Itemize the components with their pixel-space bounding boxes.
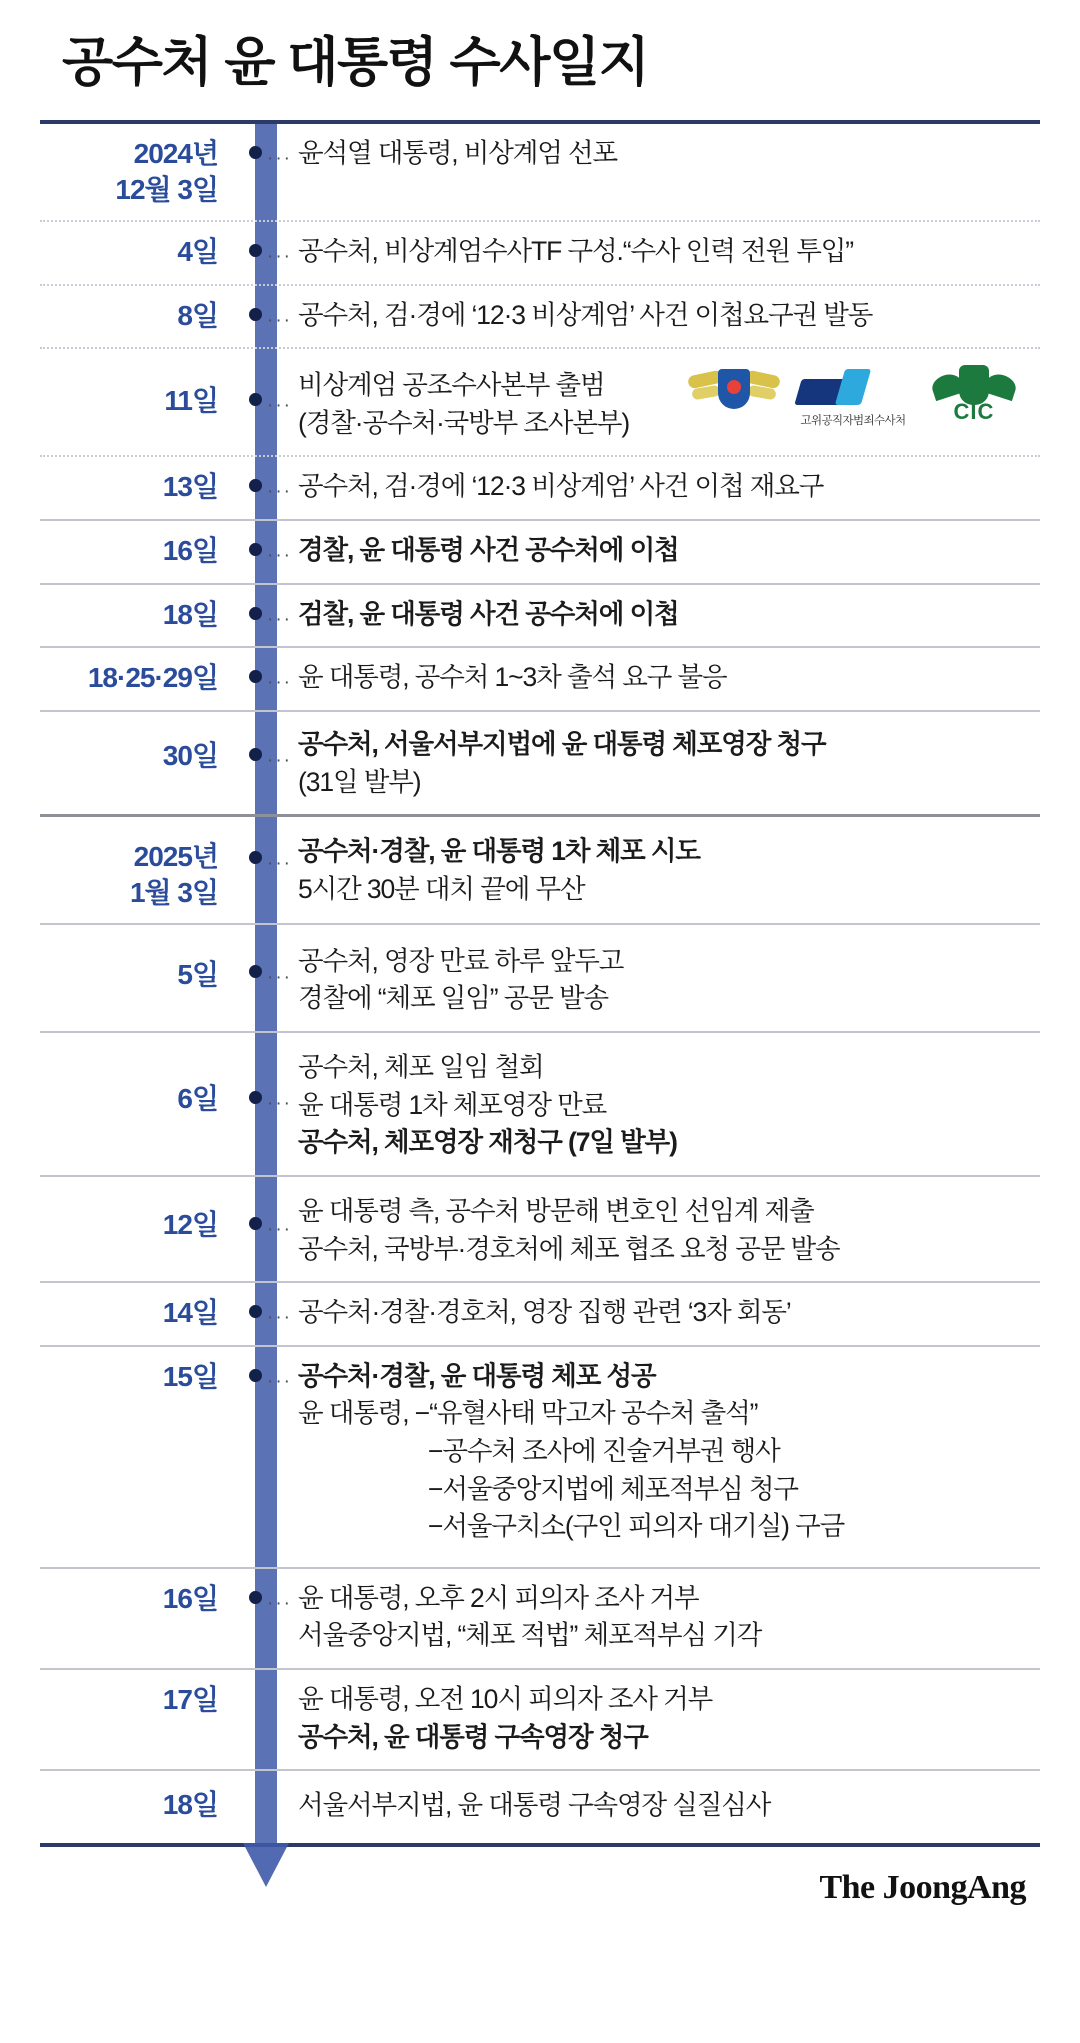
timeline-leader-dots: ··· [267,608,292,630]
timeline-date [40,648,236,710]
timeline-date [40,1283,236,1345]
timeline-line: −서울구치소(구인 피의자 대기실) 구금 [428,1511,845,1542]
timeline-row [40,284,1040,348]
timeline-date [40,222,236,284]
police-emblem-icon [688,363,780,429]
timeline-day: 4일 [177,235,218,267]
timeline-row [40,1175,1040,1281]
timeline-row [40,347,1040,455]
timeline-row [40,646,1040,710]
timeline-row [40,1769,1040,1843]
timeline-line: 비상계엄 공조수사본부 출범 [298,370,605,401]
timeline-line: 윤 대통령, 공수처 1~3차 출석 요구 불응 [298,662,727,693]
timeline-marker [236,1569,298,1668]
timeline-leader-dots: ··· [267,148,292,170]
timeline-row [40,1281,1040,1345]
timeline-line: 윤 대통령 측, 공수처 방문해 변호인 선임계 제출 [298,1195,814,1226]
timeline-row [40,583,1040,647]
cic-label: CIC [953,398,995,424]
timeline-day: 17일 [162,1684,218,1716]
timeline-day: 30일 [162,739,218,771]
timeline-marker [236,222,298,284]
timeline-day: 12월 3일 [115,174,218,206]
agency-logos [688,363,1022,429]
timeline-line: −서울중앙지법에 체포적부심 청구 [428,1473,798,1504]
cic-emblem-icon [926,363,1022,429]
timeline-marker [236,286,298,348]
timeline-dot-icon [249,479,262,492]
timeline-content [298,1283,1040,1345]
timeline-line: (경찰·공수처·국방부 조사본부) [298,407,630,438]
timeline-leader-dots: ··· [267,1218,292,1240]
timeline-day: 18일 [162,598,218,630]
timeline-line: 5시간 30분 대치 끝에 무산 [298,873,585,904]
timeline-marker [236,1177,298,1281]
timeline-line: 윤 대통령, −“유혈사태 막고자 공수처 출석” [298,1398,758,1429]
timeline-line: 서울서부지법, 윤 대통령 구속영장 실질심사 [298,1790,771,1821]
timeline-row [40,814,1040,923]
timeline-line: 공수처, 검·경에 ‘12·3 비상계엄’ 사건 이첩 재요구 [298,471,824,502]
timeline-content [298,521,1040,583]
timeline-date [40,1347,236,1567]
timeline-dot-icon [249,965,262,978]
timeline-line: 공수처·경찰, 윤 대통령 1차 체포 시도 [298,836,700,867]
timeline-content [298,585,1040,647]
timeline-date [40,585,236,647]
timeline-row [40,455,1040,519]
timeline-content [298,222,1040,284]
timeline-row [40,710,1040,814]
timeline-leader-dots: ··· [267,749,292,771]
timeline-day: 12일 [162,1208,218,1240]
timeline-day: 18·25·29일 [87,662,218,694]
timeline-day: 18일 [162,1789,218,1821]
timeline-row [40,1031,1040,1175]
timeline-date [40,1569,236,1668]
timeline-line: 윤 대통령 1차 체포영장 만료 [298,1089,607,1120]
timeline-leader-dots: ··· [267,545,292,567]
timeline-line: 윤 대통령, 오전 10시 피의자 조사 거부 [298,1684,713,1715]
timeline-marker [236,712,298,814]
timeline-line: 공수처·경찰·경호처, 영장 집행 관련 ‘3자 회동’ [298,1297,791,1328]
timeline-leader-dots: ··· [267,853,292,875]
timeline-marker [236,648,298,710]
timeline-dot-icon [249,244,262,257]
publisher-credit: The JoongAng [819,1869,1026,1907]
cio-emblem-icon [794,363,912,429]
timeline-line: 공수처, 체포 일임 철회 [298,1052,544,1083]
timeline-day: 1월 3일 [129,876,218,908]
timeline-leader-dots: ··· [267,481,292,503]
timeline-leader-dots: ··· [267,395,292,417]
timeline-arrow-icon [243,1843,289,1887]
timeline-day: 13일 [162,471,218,503]
timeline-row [40,220,1040,284]
timeline-marker [236,817,298,923]
timeline-dot-icon [249,1217,262,1230]
timeline-date [40,1670,236,1769]
timeline-content [298,1177,1040,1281]
timeline-dot-icon [249,543,262,556]
timeline-leader-dots: ··· [267,1307,292,1329]
timeline-content [298,349,1040,455]
timeline-year: 2024년 [133,138,218,170]
timeline-marker [236,1670,298,1769]
timeline-day: 16일 [162,535,218,567]
timeline-leader-dots: ··· [267,1370,292,1392]
timeline-line: 공수처, 영장 만료 하루 앞두고 [298,945,624,976]
timeline-line: (31일 발부) [298,766,421,797]
timeline-day: 5일 [177,958,218,990]
timeline-marker [236,1771,298,1843]
timeline-date [40,817,236,923]
timeline-line: 윤 대통령, 오후 2시 피의자 조사 거부 [298,1582,699,1613]
timeline-line: 공수처, 서울서부지법에 윤 대통령 체포영장 청구 [298,728,826,759]
timeline-dot-icon [249,851,262,864]
timeline-marker [236,124,298,220]
cio-caption: 고위공직자범죄수사처 [800,414,906,427]
timeline-leader-dots: ··· [267,245,292,267]
timeline-content [298,817,1040,923]
timeline-dot-icon [249,1591,262,1604]
timeline-line: 경찰, 윤 대통령 사건 공수처에 이첩 [298,535,679,566]
timeline-dot-icon [249,1305,262,1318]
timeline-line: −공수처 조사에 진술거부권 행사 [428,1436,780,1467]
timeline-row [40,1345,1040,1567]
timeline-marker [236,1033,298,1175]
timeline-day: 6일 [177,1083,218,1115]
timeline-row [40,124,1040,220]
timeline-line: 경찰에 “체포 일임” 공문 발송 [298,983,608,1014]
timeline-line: 공수처, 비상계엄수사TF 구성.“수사 인력 전원 투입” [298,235,853,266]
timeline-leader-dots: ··· [267,966,292,988]
timeline-date [40,1771,236,1843]
timeline-content [298,648,1040,710]
timeline-content [298,1033,1040,1175]
timeline-date [40,521,236,583]
timeline-day: 14일 [162,1297,218,1329]
timeline-line: 공수처, 국방부·경호처에 체포 협조 요청 공문 발송 [298,1233,840,1264]
timeline-content [298,1771,1040,1843]
timeline-dot-icon [249,1369,262,1382]
timeline-line: 공수처·경찰, 윤 대통령 체포 성공 [298,1360,656,1391]
timeline-dot-icon [249,1091,262,1104]
timeline-content [298,457,1040,519]
timeline-row [40,1668,1040,1769]
timeline-dot-icon [249,393,262,406]
timeline-marker [236,349,298,455]
timeline-marker [236,457,298,519]
timeline-dot-icon [249,308,262,321]
timeline-year: 2025년 [133,841,218,873]
timeline-line: 공수처, 윤 대통령 구속영장 청구 [298,1721,648,1752]
timeline-date [40,124,236,220]
timeline-dot-icon [249,607,262,620]
timeline-content [298,286,1040,348]
timeline-content [298,925,1040,1031]
timeline-line: 윤석열 대통령, 비상계엄 선포 [298,138,618,169]
timeline [40,120,1040,1847]
timeline-marker [236,1347,298,1567]
timeline-day: 8일 [177,299,218,331]
timeline-line: 서울중앙지법, “체포 적법” 체포적부심 기각 [298,1620,762,1651]
timeline-leader-dots: ··· [267,672,292,694]
timeline-leader-dots: ··· [267,1592,292,1614]
page-title: 공수처 윤 대통령 수사일지 [62,33,649,92]
timeline-row [40,1567,1040,1668]
timeline-day: 15일 [162,1360,218,1392]
timeline-date [40,925,236,1031]
timeline-line: 공수처, 검·경에 ‘12·3 비상계엄’ 사건 이첩요구권 발동 [298,299,873,330]
timeline-row [40,519,1040,583]
timeline-marker [236,585,298,647]
timeline-line: 검찰, 윤 대통령 사건 공수처에 이첩 [298,598,679,629]
timeline-date [40,349,236,455]
timeline-dot-icon [249,670,262,683]
timeline-date [40,1177,236,1281]
timeline-line: 공수처, 체포영장 재청구 (7일 발부) [298,1127,677,1158]
timeline-marker [236,521,298,583]
timeline-content [298,1347,1040,1567]
timeline-content [298,124,1040,220]
timeline-marker [236,925,298,1031]
timeline-content [298,1569,1040,1668]
timeline-marker [236,1283,298,1345]
timeline-dot-icon [249,146,262,159]
timeline-day: 16일 [162,1582,218,1614]
timeline-date [40,712,236,814]
timeline-day: 11일 [164,385,218,417]
timeline-date [40,457,236,519]
timeline-content [298,712,1040,814]
timeline-row [40,923,1040,1031]
timeline-content [298,1670,1040,1769]
timeline-date [40,286,236,348]
timeline-leader-dots: ··· [267,309,292,331]
timeline-date [40,1033,236,1175]
timeline-dot-icon [249,748,262,761]
timeline-leader-dots: ··· [267,1093,292,1115]
